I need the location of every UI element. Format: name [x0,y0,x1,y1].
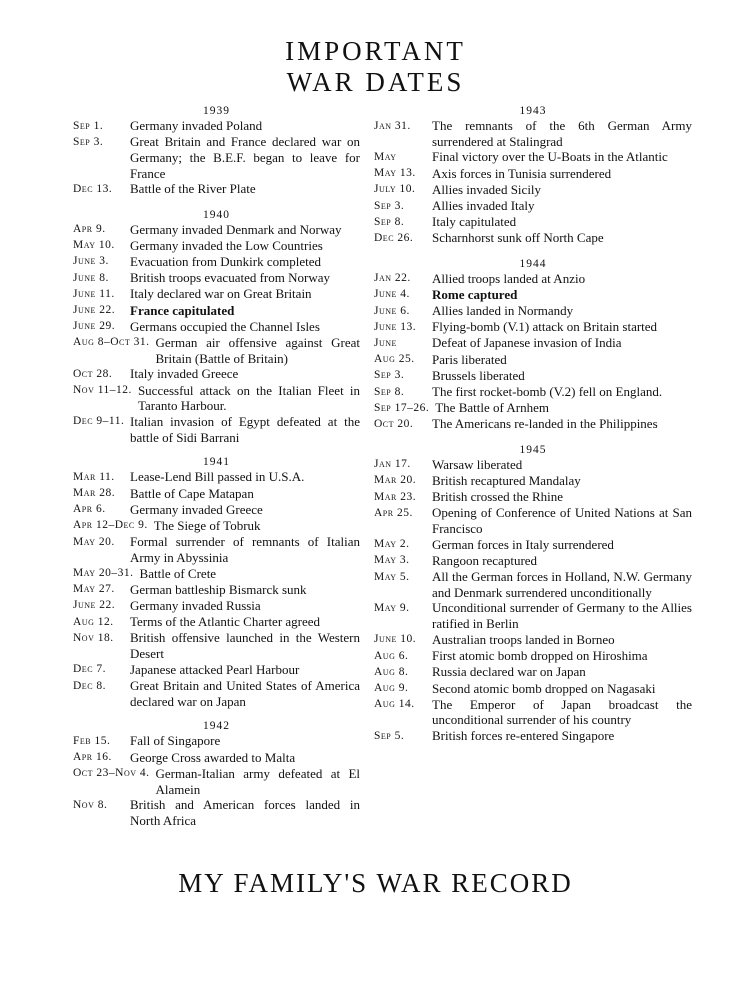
date-entry [374,553,692,569]
entry-date: June 8. [73,271,109,284]
date-entry [374,384,692,400]
date-entry [73,502,360,518]
entry-event: British crossed the Rhine [432,489,564,505]
entry-date: Sep 3. [73,135,104,148]
entry-event: Flying-bomb (V.1) attack on Britain started [432,319,658,335]
entry-event: Brussels liberated [432,367,525,383]
entry-date: Dec 8. [73,679,107,692]
entry-event: Battle of Cape Matapan [130,485,254,501]
entry-event: British and American forces landed in North Africa [130,797,360,828]
entry-event: The Americans re-landed in the Philippines [432,416,658,432]
date-entry [374,335,692,351]
entry-event: Italian invasion of Egypt defeated at the battle of Sidi Barrani [130,413,360,445]
entry-event: Germans occupied the Channel Isles [130,318,320,334]
date-entry [374,632,692,648]
entry-date: Nov 18. [73,631,114,644]
entry-event: Russia declared war on Japan [432,664,586,680]
entry-date: Apr 9. [73,223,106,236]
date-entry [374,303,692,319]
entry-event: Battle of the River Plate [130,181,256,197]
entry-date: Sep 1. [73,119,104,132]
entry-date: Sep 8. [374,215,405,228]
entry-event: Second atomic bomb dropped on Nagasaki [432,680,656,696]
entry-event: German air offensive against Great Britain (Battle of Britain) [155,334,360,366]
entry-event: Italy capitulated [432,214,517,230]
entry-date: Sep 3. [374,369,405,382]
entry-event: The Emperor of Japan broadcast the unconditional surrender of his country [432,696,692,728]
date-entry [374,287,692,303]
date-entry [73,598,360,614]
year-heading: 1940 [203,208,230,221]
entry-event: Allies landed in Normandy [432,303,574,319]
entry-event: Battle of Crete [139,565,217,581]
entry-event: Germany invaded Russia [130,597,261,613]
entry-date: Mar 28. [73,487,116,500]
entry-date: Apr 25. [374,506,413,519]
date-entry [73,733,360,749]
entry-date: May 10. [73,239,115,252]
entry-date: May 9. [374,601,410,614]
entry-date: Apr 16. [73,751,112,764]
entry-event: George Cross awarded to Malta [130,749,296,765]
entry-date: June 22. [73,304,116,317]
entry-date: May 20. [73,535,115,548]
entry-event: Terms of the Atlantic Charter agreed [130,614,321,630]
date-entry [374,182,692,198]
date-entry [374,569,692,600]
date-entry [73,270,360,286]
date-entry [73,366,360,382]
date-entry [73,286,360,302]
date-entry [374,600,692,631]
date-entry [73,797,360,828]
entry-date: July 10. [374,183,416,196]
date-entry [73,319,360,335]
entry-date: Aug 14. [374,698,415,711]
date-entry [374,664,692,680]
entry-event: Allied troops landed at Anzio [432,270,586,286]
entry-event: Unconditional surrender of Germany to the Allies ratified in Berlin [432,600,692,632]
date-entry [374,319,692,335]
entry-event: Lease-Lend Bill passed in U.S.A. [130,469,305,485]
entry-date: Jan 31. [374,119,411,132]
entry-event: Final victory over the U-Boats in the Atlantic [432,149,668,165]
entry-event: The remnants of the 6th German Army surrendered at Stalingrad [432,118,692,149]
entry-event: German forces in Italy surrendered [432,536,614,552]
entry-date: Feb 15. [73,734,111,747]
entry-date: May 13. [374,167,416,180]
entry-event: German battleship Bismarck sunk [130,581,307,597]
entry-date: May [374,150,397,163]
year-heading: 1943 [519,105,547,117]
entry-date: June [374,336,397,349]
entry-date: June 4. [374,288,410,301]
right-column [374,104,692,744]
date-entry [73,303,360,319]
date-entry [374,728,692,744]
entry-event: Italy invaded Greece [130,366,239,382]
entry-event: Successful attack on the Italian Fleet in Taranto Harbour. [137,382,360,414]
entry-event: Australian troops landed in Borneo [432,631,615,647]
date-entry [374,489,692,505]
date-entry [73,662,360,678]
entry-event: Rangoon recaptured [432,552,538,568]
entry-date: June 11. [73,287,115,300]
entry-date: Sep 5. [374,729,405,742]
entry-date: Sep 17–26. [374,401,430,414]
entry-event: Allies invaded Sicily [432,181,542,197]
entry-event: Allies invaded Italy [432,198,535,214]
entry-event: Paris liberated [432,351,507,367]
entry-event: Rome captured [432,286,518,302]
date-entry [73,566,360,582]
entry-date: Dec 7. [73,663,107,676]
date-entry [374,149,692,165]
entry-date: May 27. [73,583,115,596]
entry-event: The Battle of Arnhem [435,400,549,416]
entry-date: Nov 8. [73,798,108,811]
date-entry [73,383,360,414]
date-entry [73,750,360,766]
date-entry [374,457,692,473]
date-entry [374,230,692,246]
year-heading: 1945 [519,443,547,456]
date-entry [73,118,360,134]
date-entry [73,469,360,485]
date-entry [73,678,360,709]
date-entry [73,614,360,630]
date-entry [73,534,360,565]
date-entry [374,368,692,384]
date-entry [374,400,692,416]
entry-event: Great Britain and France declared war on Germany; the B.E.F. began to leave for France [130,134,360,181]
entry-date: Apr 12–Dec 9. [73,519,148,532]
date-entry [374,214,692,230]
entry-date: Jan 22. [374,272,411,285]
entry-date: May 20–31. [73,567,134,580]
entry-date: Sep 8. [374,385,405,398]
date-entry [73,414,360,445]
entry-event: The first rocket-bomb (V.2) fell on England. [432,384,663,400]
date-entry [73,238,360,254]
entry-date: Apr 6. [73,503,106,516]
year-heading: 1944 [519,257,547,270]
entry-date: Dec 9–11. [73,415,125,428]
entry-event: British offensive launched in the Western Desert [130,630,360,662]
entry-event: All the German forces in Holland, N.W. Germany and Denmark surrendered unconditionally [432,569,692,600]
entry-date: May 3. [374,554,410,567]
entry-event: British troops evacuated from Norway [130,270,331,286]
entry-date: June 3. [73,255,109,268]
date-entry [374,697,692,728]
entry-date: June 22. [73,599,116,612]
date-entry [374,416,692,432]
entry-event: Opening of Conference of United Nations at San Francisco [432,505,692,536]
entry-event: British recaptured Mandalay [432,472,581,488]
date-entry [374,166,692,182]
year-heading: 1939 [203,105,230,117]
entry-date: June 6. [374,304,410,317]
entry-event: Japanese attacked Pearl Harbour [130,661,300,677]
date-entry [73,486,360,502]
date-entry [73,766,360,797]
entry-event: Fall of Singapore [130,733,221,749]
year-heading: 1941 [203,456,230,469]
date-entry [374,537,692,553]
date-entry [73,254,360,270]
entry-event: Great Britain and United States of America declared war on Japan [130,678,360,709]
entry-event: Formal surrender of remnants of Italian Army in Abyssinia [130,534,360,565]
entry-event: British forces re-entered Singapore [432,728,615,744]
entry-event: Germany invaded Greece [130,501,263,517]
entry-date: June 10. [374,633,417,646]
entry-event: Axis forces in Tunisia surrendered [432,165,612,181]
date-entry [374,505,692,536]
date-entry [374,473,692,489]
entry-date: Sep 3. [374,199,405,212]
date-entry [73,134,360,181]
entry-date: Aug 25. [374,353,415,366]
entry-date: Dec 26. [374,231,414,244]
date-entry [374,118,692,149]
entry-date: June 13. [374,320,417,333]
entry-event: German-Italian army defeated at El Alamein [155,765,360,797]
date-entry [374,271,692,287]
entry-date: Oct 23–Nov 4. [73,767,150,780]
date-entry [73,335,360,366]
entry-date: May 5. [374,570,410,583]
entry-date: Oct 20. [374,417,414,430]
entry-date: Aug 8. [374,665,409,678]
entry-event: Scharnhorst sunk off North Cape [432,230,604,246]
entry-event: Germany invaded Denmark and Norway [130,221,342,237]
date-entry [374,352,692,368]
year-heading: 1942 [203,720,230,733]
date-entry [73,582,360,598]
entry-event: France capitulated [130,302,235,318]
entry-date: May 2. [374,538,410,551]
entry-date: Jan 17. [374,458,411,471]
date-entry [73,518,360,534]
date-entry [73,181,360,197]
entry-date: Oct 28. [73,367,113,380]
entry-date: Mar 11. [73,470,115,483]
date-entry [374,198,692,214]
entry-date: June 29. [73,320,116,333]
entry-date: Dec 13. [73,182,113,195]
entry-event: First atomic bomb dropped on Hiroshima [432,648,648,664]
entry-date: Mar 20. [374,474,417,487]
entry-event: Defeat of Japanese invasion of India [432,335,622,351]
date-entry [73,222,360,238]
entry-event: Italy declared war on Great Britain [130,286,312,302]
entry-event: Germany invaded Poland [130,118,263,133]
entry-date: Aug 12. [73,615,114,628]
entry-event: The Siege of Tobruk [153,517,261,533]
entry-event: Germany invaded the Low Countries [130,237,323,253]
page-title-line-2: WAR DATES [286,67,465,97]
entry-date: Nov 11–12. [73,384,132,397]
date-entry [374,681,692,697]
entry-date: Aug 8–Oct 31. [73,336,150,349]
page-title-line-1: IMPORTANT [285,36,466,66]
left-column [73,104,360,829]
date-entry [374,648,692,664]
entry-event: Warsaw liberated [432,456,523,472]
footer-title: MY FAMILY'S WAR RECORD [178,868,573,898]
date-entry [73,630,360,661]
entry-date: Aug 6. [374,649,409,662]
entry-date: Mar 23. [374,490,417,503]
entry-date: Aug 9. [374,682,409,694]
entry-event: Evacuation from Dunkirk completed [130,253,321,269]
